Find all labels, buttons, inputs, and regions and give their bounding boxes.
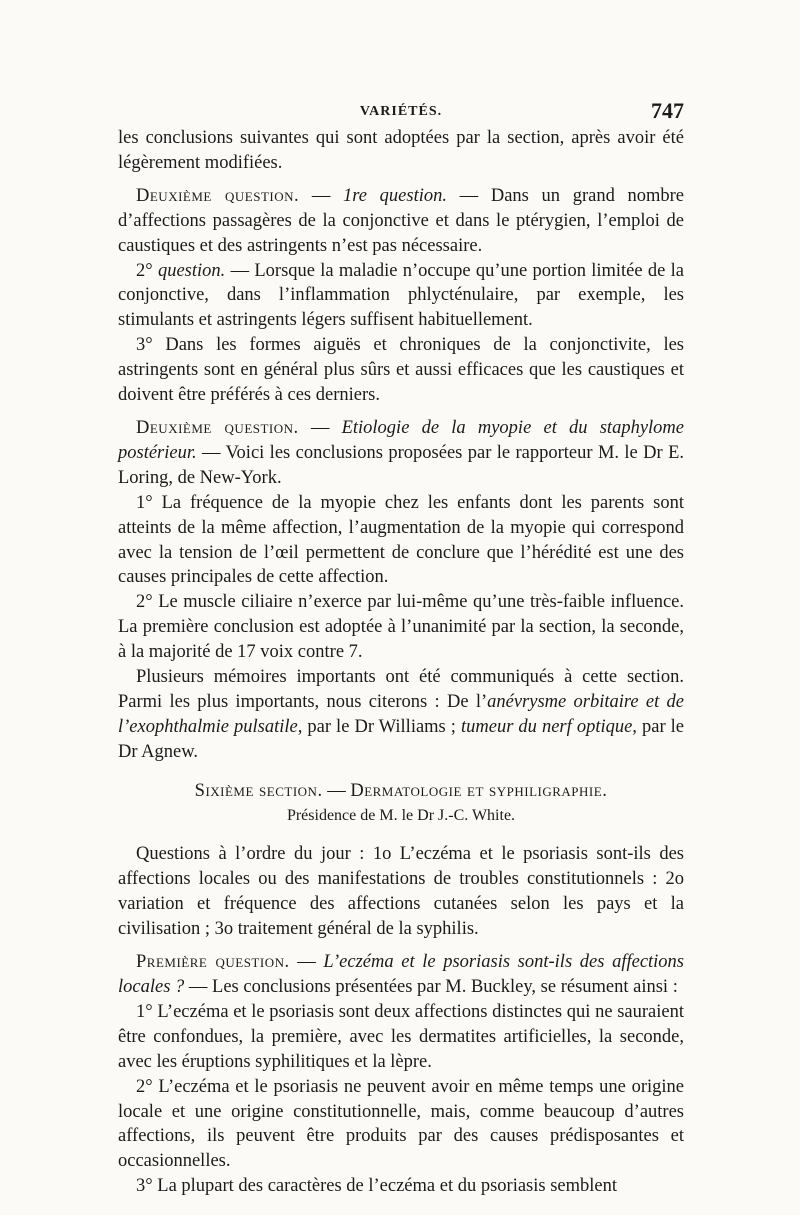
paragraph — [118, 416, 684, 491]
section-title: Dermatologie et syphiligraphie. — [350, 780, 608, 801]
paragraph — [118, 259, 684, 334]
dash: — — [322, 780, 351, 801]
sub-question: 1re question. — [343, 185, 447, 206]
running-title: VARIÉTÉS. — [359, 104, 443, 119]
paragraph: 1° La fréquence de la myopie chez les enfants dont les parents sont atteints de la même affection, l’augmentation de la myopie qui correspond avec la tension de l’œil permettent de conclure que l’hérédité est une des causes principales de cette affection. — [118, 492, 684, 588]
work-title: anévrysme orbitaire et de l’exophthalmie pulsatile, — [118, 691, 684, 737]
dash: — — [299, 185, 344, 206]
running-header — [118, 98, 684, 126]
paragraph-text: — Lorsque la maladie n’occupe qu’une portion limitée de la conjonctive, dans l’inflammation phlycténulaire, par exemple, les stimulants et astringents légers suffisent habituellement. — [118, 260, 684, 331]
paragraph-text: par le Dr Agnew. — [118, 716, 684, 762]
paragraph — [118, 184, 684, 259]
paragraph-text: — Les conclusions présentées par M. Buckley, se résument ainsi : — [184, 977, 678, 997]
paragraph-text: par le Dr Williams ; — [302, 716, 461, 737]
page-number: 747 — [651, 98, 684, 123]
dash: — — [298, 417, 342, 438]
question-label: Deuxième question. — [136, 185, 300, 206]
paragraph: Questions à l’ordre du jour : 1o L’eczéma et le psoriasis sont-ils des affections locales ou des manifestations de troubles constitutionnels : 2o variation et fréquence des affections cutanées selon les pays et la civilisation ; 3o traitement général de la syphilis. — [118, 844, 684, 940]
body-text — [118, 126, 684, 1199]
paragraph: les conclusions suivantes qui sont adoptées par la section, après avoir été légèrement modifiées. — [118, 128, 684, 173]
work-title: tumeur du nerf optique, — [460, 716, 637, 737]
paragraph: 1° L’eczéma et le psoriasis sont deux affections distinctes qui ne sauraient être confondues, la première, avec les dermatites artificielles, la seconde, avec les éruptions syphilitiques et la lèpre. — [118, 1001, 684, 1072]
question-topic: L’eczéma et le psoriasis sont-ils des affections locales ? — [118, 952, 685, 997]
question-topic: Etiologie de la myopie et du staphylome postérieur. — [118, 417, 684, 463]
dash: — — [289, 952, 324, 973]
paragraph: 3° Dans les formes aiguës et chroniques de la conjonctivite, les astringents sont en général plus sûrs et aussi efficaces que les caustiques et doivent être préférés à ces derniers. — [118, 335, 684, 406]
paragraph-text: — Voici les conclusions proposées par le rapporteur M. le Dr E. Loring, de New-York. — [118, 442, 684, 488]
paragraph: 2° Le muscle ciliaire n’exerce par lui-même qu’une très-faible influence. La première conclusion est adoptée à l’unanimité par la section, la seconde, à la majorité de 17 voix contre 7. — [118, 592, 684, 663]
sub-question: question. — [157, 260, 226, 281]
paragraph-text: Plusieurs mémoires importants ont été communiqués à cette section. Parmi les plus importants, nous citerons : De l’ — [118, 667, 684, 712]
question-label: Deuxième question. — [136, 417, 299, 438]
paragraph — [118, 950, 684, 1000]
section-heading — [118, 779, 684, 804]
paragraph: 2° L’eczéma et le psoriasis ne peuvent avoir en même temps une origine locale et une origine constitutionnelle, mais, comme beaucoup d’autres affections, ils peuvent être produits par des causes prédisposantes et occasionnelles. — [118, 1076, 684, 1172]
paragraph-text: — Dans un grand nombre d’affections passagères de la conjonctive et dans le ptérygien, l’emploi de caustiques et des astringents n’est pas nécessaire. — [118, 185, 685, 256]
item-number: 2° — [136, 260, 158, 281]
paragraph: 3° La plupart des caractères de l’eczéma et du psoriasis semblent — [136, 1176, 617, 1197]
presidency-line: Présidence de M. le Dr J.-C. White. — [286, 806, 516, 824]
section-number: Sixième section. — [194, 780, 323, 801]
paragraph — [118, 665, 684, 765]
question-label: Première question. — [136, 952, 290, 973]
